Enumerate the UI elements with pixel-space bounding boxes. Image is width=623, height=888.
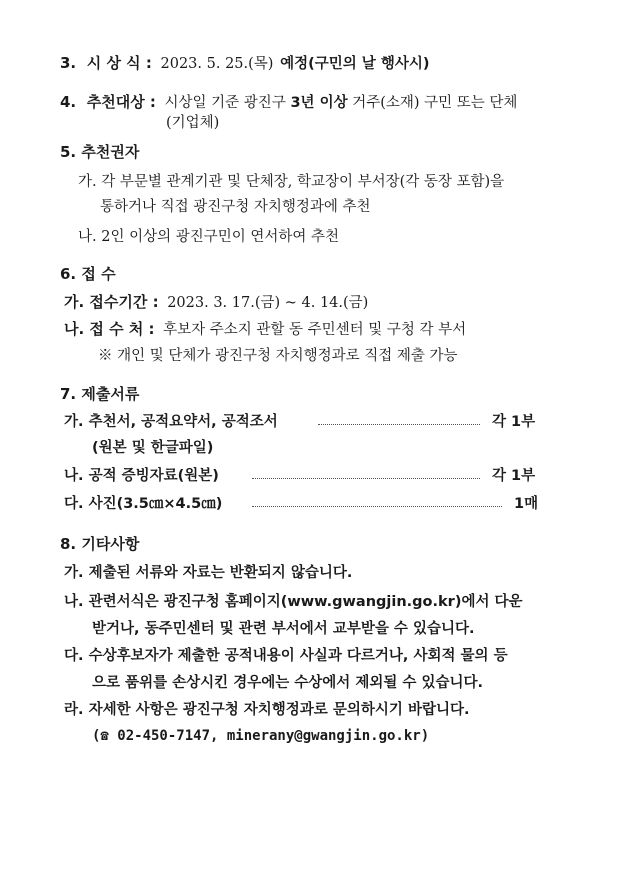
section-6-title: 6. 접 수 — [60, 265, 116, 283]
section-5-item-ga-line-2: 통하거나 직접 광진구청 자치행정과에 추천 — [100, 199, 371, 215]
section-7-na-leader-dots — [252, 478, 480, 479]
section-7-title: 7. 제출서류 — [60, 385, 140, 403]
section-5-item-na: 나. 2인 이상의 광진구민이 연서하여 추천 — [78, 229, 339, 245]
section-3-date: 2023. 5. 25.(목) — [160, 56, 274, 72]
section-3-label: 시 상 식 : — [86, 54, 152, 72]
section-8-item-na-line-2: 받거나, 동주민센터 및 관련 부서에서 교부받을 수 있습니다. — [92, 621, 475, 637]
section-7-item-ga-line-1: 가. 추천서, 공적요약서, 공적조서 — [64, 414, 278, 430]
section-8-item-na-line-1: 나. 관련서식은 광진구청 홈페이지(www.gwangjin.go.kr)에서 다운 — [64, 594, 523, 610]
section-8-contact: (☎ 02-450-7147, minerany@gwangjin.go.kr) — [92, 728, 430, 744]
section-7-na-count: 각 1부 — [492, 468, 536, 484]
section-7-ga-count: 각 1부 — [492, 414, 536, 430]
section-6-item-na — [64, 319, 466, 340]
section-7-item-da: 다. 사진(3.5㎝×4.5㎝) — [64, 496, 223, 512]
section-7-ga-leader-dots — [318, 424, 480, 425]
section-8-item-da-line-2: 으로 품위를 손상시킨 경우에는 수상에서 제외될 수 있습니다. — [92, 675, 484, 691]
section-4-text-a: 시상일 기준 광진구 — [164, 95, 286, 111]
section-3-rest: 예정(구민의 날 행사시) — [280, 56, 430, 72]
section-4-text-c: 거주(소재) 구민 또는 단체 — [352, 95, 518, 111]
section-7-item-na: 나. 공적 증빙자료(원본) — [64, 468, 219, 484]
section-7-da-count: 1매 — [514, 496, 539, 512]
section-5-title: 5. 추천권자 — [60, 143, 140, 161]
section-3-number: 3. — [60, 54, 77, 72]
section-8-item-ra-line-1: 라. 자세한 사항은 광진구청 자치행정과로 문의하시기 바랍니다. — [64, 702, 470, 718]
section-6-place-label: 나. 접 수 처 : — [64, 320, 155, 338]
section-6-place-value: 후보자 주소지 관할 동 주민센터 및 구청 각 부서 — [163, 322, 467, 338]
section-5-item-ga-line-1: 가. 각 부문별 관계기관 및 단체장, 학교장이 부서장(각 동장 포함)을 — [78, 174, 505, 190]
section-7-da-leader-dots — [252, 506, 502, 507]
section-6-period-value: 2023. 3. 17.(금) ~ 4. 14.(금) — [167, 295, 369, 311]
section-8-item-da-line-1: 다. 수상후보자가 제출한 공적내용이 사실과 다르거나, 사회적 물의 등 — [64, 648, 508, 664]
section-8-item-ga: 가. 제출된 서류와 자료는 반환되지 않습니다. — [64, 565, 353, 581]
section-4-line-1 — [60, 92, 517, 113]
section-4-line-2: (기업체) — [166, 115, 220, 131]
section-7-item-ga-line-2: (원본 및 한글파일) — [92, 440, 214, 456]
section-4-label: 추천대상 : — [86, 93, 156, 111]
section-6-item-ga — [64, 292, 368, 313]
section-3-ceremony — [60, 53, 429, 74]
section-6-note: ※ 개인 및 단체가 광진구청 자치행정과로 직접 제출 가능 — [98, 348, 458, 364]
section-4-text-b: 3년 이상 — [290, 95, 348, 111]
section-4-number: 4. — [60, 93, 77, 111]
section-6-period-label: 가. 접수기간 : — [64, 293, 159, 311]
section-8-title: 8. 기타사항 — [60, 535, 140, 553]
